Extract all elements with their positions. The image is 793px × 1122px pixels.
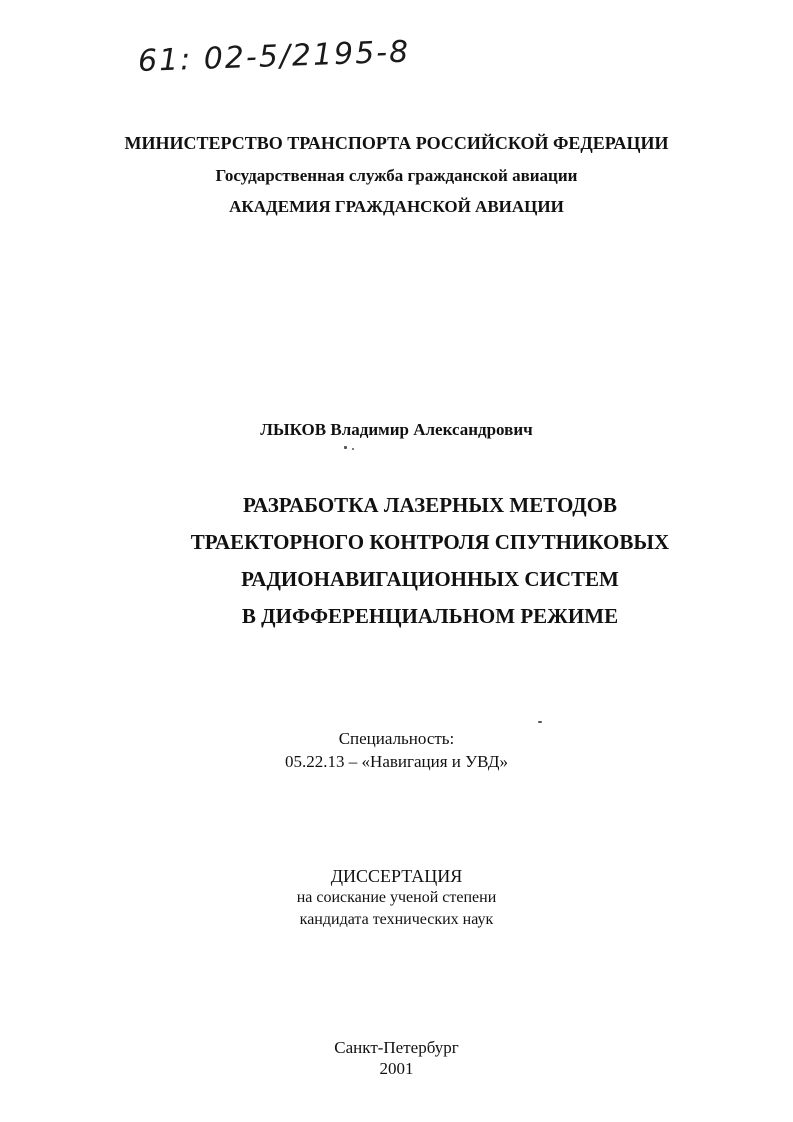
thesis-title-line-3: РАДИОНАВИГАЦИОННЫХ СИСТЕМ <box>241 567 619 591</box>
thesis-title-line-2: ТРАЕКТОРНОГО КОНТРОЛЯ СПУТНИКОВЫХ <box>190 530 670 554</box>
scan-speck <box>344 446 347 449</box>
thesis-title-line-4: В ДИФФЕРЕНЦИАЛЬНОМ РЕЖИМЕ <box>241 604 619 628</box>
degree-line-1: на соискание ученой степени <box>296 889 497 906</box>
ministry-heading: МИНИСТЕРСТВО ТРАНСПОРТА РОССИЙСКОЙ ФЕДЕРАЦИИ <box>124 133 669 153</box>
year: 2001 <box>379 1059 414 1078</box>
specialty-value: 05.22.13 – «Навигация и УВД» <box>285 752 508 771</box>
scan-speck <box>352 448 354 450</box>
specialty-label: Специальность: <box>338 729 455 748</box>
city: Санкт-Петербург <box>334 1038 459 1057</box>
scan-speck <box>538 721 542 723</box>
service-heading: Государственная служба гражданской авиации <box>215 166 578 185</box>
academy-heading: АКАДЕМИЯ ГРАЖДАНСКОЙ АВИАЦИИ <box>229 197 564 216</box>
handwritten-catalog-code: 61: 02-5/2195-8 <box>137 34 411 79</box>
degree-line-2: кандидата технических наук <box>299 911 494 928</box>
thesis-title-line-1: РАЗРАБОТКА ЛАЗЕРНЫХ МЕТОДОВ <box>242 493 618 517</box>
author-name: ЛЫКОВ Владимир Александрович <box>260 420 533 439</box>
dissertation-label: ДИССЕРТАЦИЯ <box>330 866 463 886</box>
